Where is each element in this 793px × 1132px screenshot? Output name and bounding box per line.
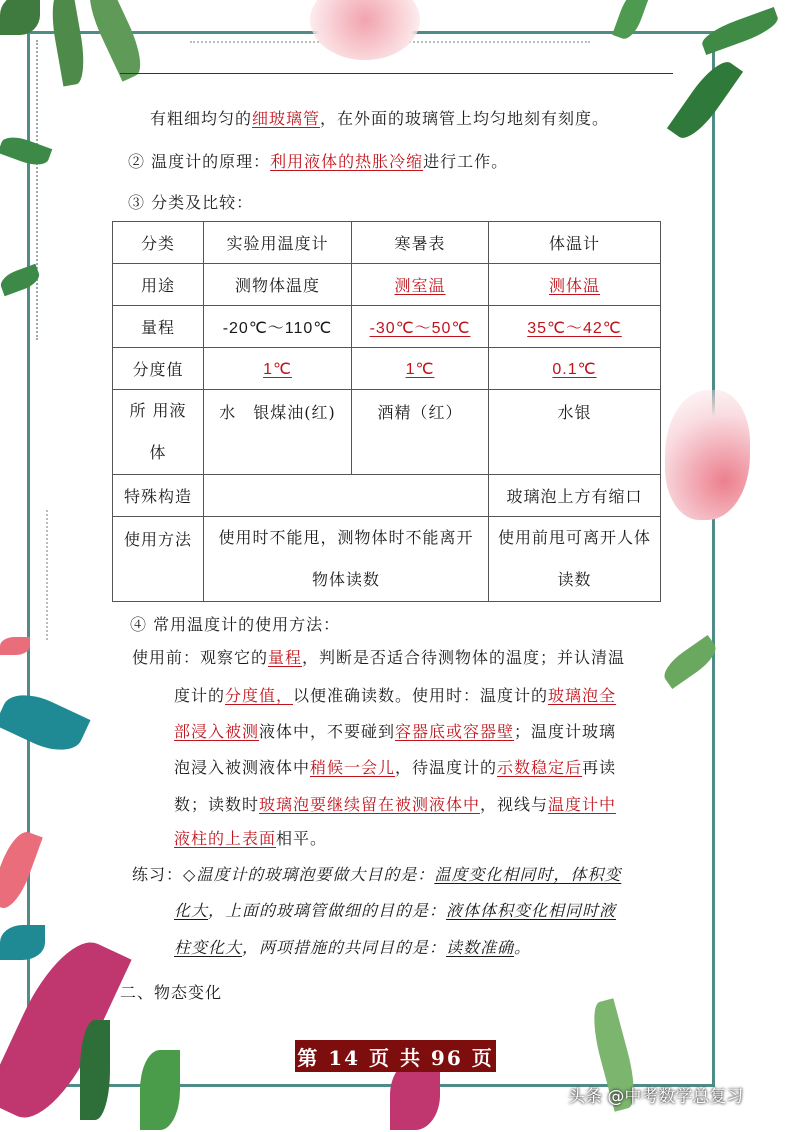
table-row — [113, 517, 661, 602]
practice-answer: 柱变化大 — [174, 938, 243, 957]
row-label: 特殊构造 — [113, 475, 204, 517]
principle-text: 进行工作。 — [423, 152, 509, 171]
intro-text: ，在外面的玻璃管上均匀地刻有刻度。 — [320, 109, 610, 128]
usage-text: 使用前：观察它的 — [132, 648, 269, 667]
practice-answer: 读数准确 — [446, 938, 515, 957]
practice-answer: 化大 — [174, 901, 209, 920]
usage-line — [132, 645, 625, 668]
usage-text: 相平。 — [276, 829, 328, 848]
table-cell: 测室温 — [352, 264, 489, 306]
flower-decoration — [665, 390, 750, 520]
usage-line — [174, 826, 327, 849]
row-label: 使用方法 — [113, 517, 204, 602]
usage-highlight: 量程 — [268, 648, 303, 667]
table-cell: 使用前甩可离开人体读数 — [489, 517, 661, 602]
table-cell: 1℃ — [204, 348, 352, 390]
usage-highlight: 部浸入被测 — [174, 722, 260, 741]
usage-text: ，判断是否适合待测物体的温度；并认清温 — [302, 648, 626, 667]
leaf-decoration — [0, 0, 40, 35]
usage-line — [174, 719, 616, 742]
usage-text: ；温度计玻璃 — [514, 722, 617, 741]
leaf-decoration — [0, 637, 30, 655]
table-cell: 玻璃泡上方有缩口 — [489, 475, 661, 517]
table-cell: 0.1℃ — [489, 348, 661, 390]
table-row — [113, 475, 661, 517]
header-cell: 寒暑表 — [352, 222, 489, 264]
header-cell: 分类 — [113, 222, 204, 264]
table-cell: 水 银煤油(红) — [204, 390, 352, 475]
usage-highlight: 温度计中 — [548, 795, 617, 814]
usage-line — [174, 792, 616, 815]
table-row — [113, 348, 661, 390]
usage-text: 再读 — [582, 758, 617, 777]
usage-highlight: 玻璃泡全 — [548, 686, 617, 705]
usage-text: 数；读数时 — [174, 795, 260, 814]
usage-text: 液体中，不要碰到 — [259, 722, 396, 741]
usage-highlight: 示数稳定后 — [497, 758, 583, 777]
practice-label: 练习： — [132, 865, 184, 884]
classification-heading — [128, 190, 253, 213]
leaf-decoration — [0, 925, 45, 960]
practice-line — [174, 935, 531, 958]
practice-text: 。 — [514, 938, 532, 957]
dotted-border — [36, 40, 38, 340]
table-cell: -20℃～110℃ — [204, 306, 352, 348]
table-cell: 水银 — [489, 390, 661, 475]
usage-line — [174, 755, 616, 778]
heading-label: 常用温度计的使用方法： — [147, 615, 341, 634]
watermark: 头条 @中考数学总复习 — [568, 1087, 744, 1107]
row-label: 分度值 — [113, 348, 204, 390]
usage-heading — [130, 612, 340, 635]
usage-line — [174, 683, 616, 706]
section-heading: 二、物态变化 — [120, 983, 223, 1002]
circled-number: ② — [128, 152, 146, 171]
table-cell: 酒精（红） — [352, 390, 489, 475]
table-row — [113, 390, 661, 475]
table-cell — [204, 475, 489, 517]
leaf-decoration — [80, 1020, 110, 1120]
practice-question: ，上面的玻璃管做细的目的是： — [208, 901, 447, 920]
usage-highlight: 液柱的上表面 — [174, 829, 277, 848]
principle-label: 温度计的原理： — [145, 152, 271, 171]
header-cell: 实验用温度计 — [204, 222, 352, 264]
table-cell: -30℃～50℃ — [352, 306, 489, 348]
usage-text: ，待温度计的 — [395, 758, 498, 777]
intro-text: 有粗细均匀的 — [150, 109, 253, 128]
circled-number: ③ — [128, 193, 146, 212]
table-row — [113, 306, 661, 348]
heading-label: 分类及比较： — [145, 193, 254, 212]
usage-text: 以便准确读数。使用时：温度计的 — [293, 686, 549, 705]
intro-line — [150, 106, 609, 129]
principle-line — [128, 149, 508, 172]
header-rule — [120, 73, 673, 74]
row-label: 量程 — [113, 306, 204, 348]
usage-highlight: 分度值， — [225, 686, 294, 705]
practice-line — [132, 862, 621, 885]
row-label: 用途 — [113, 264, 204, 306]
circled-number: ④ — [130, 615, 148, 634]
table-header-row — [113, 222, 661, 264]
practice-answer: 温度变化相同时，体积变 — [434, 865, 622, 884]
intro-highlight: 细玻璃管 — [252, 109, 321, 128]
principle-highlight: 利用液体的热胀冷缩 — [270, 152, 424, 171]
usage-highlight: 容器底或容器壁 — [395, 722, 515, 741]
leaf-decoration — [140, 1050, 180, 1130]
dotted-border — [46, 510, 48, 640]
table-cell: 测物体温度 — [204, 264, 352, 306]
header-cell: 体温计 — [489, 222, 661, 264]
practice-answer: 液体体积变化相同时液 — [446, 901, 617, 920]
table-row — [113, 264, 661, 306]
usage-text: ，视线与 — [480, 795, 549, 814]
table-cell: 35℃～42℃ — [489, 306, 661, 348]
table-cell: 使用时不能甩，测物体时不能离开物体读数 — [204, 517, 489, 602]
page-indicator: 第 14 页 共 96 页 — [295, 1040, 496, 1072]
table-cell: 1℃ — [352, 348, 489, 390]
table-cell: 测体温 — [489, 264, 661, 306]
practice-question: ，两项措施的共同目的是： — [242, 938, 447, 957]
practice-line — [174, 898, 616, 921]
usage-highlight: 稍候一会儿 — [310, 758, 396, 777]
row-label: 所 用液体 — [113, 390, 204, 475]
usage-highlight: 玻璃泡要继续留在被测液体中 — [259, 795, 481, 814]
usage-text: 度计的 — [174, 686, 226, 705]
practice-question: ◇温度计的玻璃泡要做大目的是： — [183, 865, 435, 884]
usage-text: 泡浸入被测液体中 — [174, 758, 311, 777]
comparison-table — [112, 221, 661, 602]
